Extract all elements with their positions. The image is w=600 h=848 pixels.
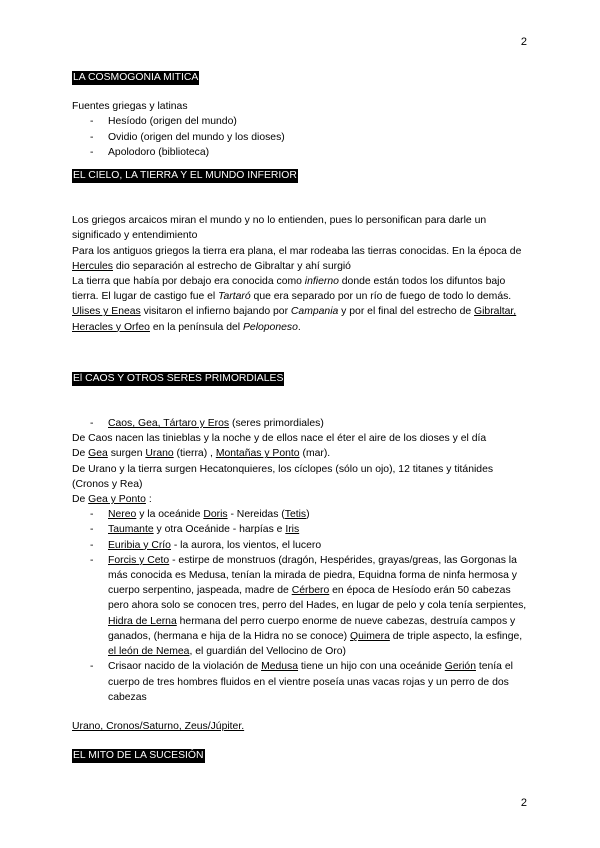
list-item: - Hesíodo (origen del mundo) (72, 114, 528, 129)
list-item: - Ovidio (origen del mundo y los dioses) (72, 130, 528, 145)
sources-label: Fuentes griegas y latinas (72, 101, 188, 113)
montanas-link[interactable]: Montañas y Ponto (215, 448, 300, 460)
page-number-top: 2 (520, 36, 527, 48)
sources-list (72, 114, 528, 160)
list-item: - Forcis y Ceto - estirpe de monstruos (dragón, Hespérides, grayas/greas, las Gorgonas la más conocida es Medusa, tenían la mirada de piedra, Equidna forma de ninfa hermosa y cuerpo serpentino, jaspeada, madre de Cérbero en época de Hesíodo erán 50 cabezas pero ahora solo se conocen tres, perro del Hades, en lugar de pelo y cola tenía serpientes, Hidra de Lerna hermana del perro cuerpo enorme de nueve cabezas, destruía campos y ganados, (hermana e hija de la Hidra no se conoce) Quimera de triple aspecto, la esfinge, el león de Nemea, el guardián del Vellocino de Oro) (72, 553, 528, 659)
doris-link[interactable]: Doris (203, 509, 228, 521)
section-heading-sucesion: EL MITO DE LA SUCESIÓN (73, 750, 204, 762)
quimera-link[interactable]: Quimera (350, 630, 390, 642)
primordial-link[interactable]: Caos, Gea, Tártaro y Eros (108, 418, 230, 430)
paragraph: La tierra que había por debajo era conocida como infierno donde están todos los difuntos bajo tierra. El lugar de castigo fue el Tartaró que era separado por un río de fuego de todo lo demás. (72, 276, 512, 303)
primordial-list (72, 416, 528, 431)
medusa-link[interactable]: Medusa (261, 661, 299, 673)
gea-link[interactable]: Gea (88, 448, 108, 460)
paragraph: De Caos nacen las tinieblas y la noche y de ellos nace el éter el aire de los dioses y el día (72, 433, 487, 445)
forcis-link[interactable]: Forcis y Ceto (108, 554, 170, 566)
list-item: - Caos, Gea, Tártaro y Eros (seres primordiales) (72, 416, 528, 431)
tetis-link[interactable]: Tetis (284, 509, 307, 521)
page-number-bottom: 2 (520, 797, 527, 809)
gibraltar-link[interactable]: Gibraltar, Heracles y Orfeo (72, 306, 517, 333)
hidra-link[interactable]: Hidra de Lerna (108, 615, 177, 627)
list-item: - Apolodoro (biblioteca) (72, 145, 528, 160)
cerbero-link[interactable]: Cérbero (291, 585, 330, 597)
paragraph: Para los antiguos griegos la tierra era plana, el mar rodeaba las tierras conocidas. En la época de Hercules dio separación al estrecho de Gibraltar y ahí surgió (72, 245, 522, 272)
section-heading-cosmogonia: LA COSMOGONIA MITICA (73, 72, 199, 83)
nereo-link[interactable]: Nereo (108, 509, 137, 521)
offspring-list (72, 507, 528, 705)
gods-line[interactable]: Urano, Cronos/Saturno, Zeus/Júpiter. (72, 720, 245, 732)
iris-link[interactable]: Iris (285, 524, 300, 536)
section-heading-caos: El CAOS Y OTROS SERES PRIMORDIALES (73, 372, 284, 384)
document-body (72, 70, 528, 763)
urano-link[interactable]: Urano (145, 448, 174, 460)
leon-link[interactable]: el león de Nemea (108, 646, 190, 658)
hercules-link[interactable]: Hercules (72, 260, 113, 272)
ulises-eneas-link[interactable]: Ulises y Eneas (72, 306, 141, 318)
gea-ponto-link[interactable]: Gea y Ponto (88, 494, 146, 506)
section-heading-cielo: EL CIELO, LA TIERRA Y EL MUNDO INFERIOR (73, 170, 297, 182)
list-item: - Euribia y Crío - la aurora, los vientos, el lucero (72, 538, 528, 553)
paragraph: Ulises y Eneas visitaron el infierno bajando por Campania y por el final del estrecho de Gibraltar, Heracles y Orfeo en la península del Peloponeso. (72, 306, 517, 333)
list-item: - Nereo y la oceánide Doris - Nereidas (Tetis) (72, 507, 528, 522)
paragraph: De Gea y Ponto : (72, 494, 152, 506)
list-item: - Crisaor nacido de la violación de Medusa tiene un hijo con una oceánide Gerión tenía el cuerpo de tres hombres fluidos en el vientre poseía unas vacas rojas y un perro de dos cabezas (72, 659, 528, 705)
paragraph: Los griegos arcaicos miran el mundo y no lo entienden, pues lo personifican para darle un significado y entendimiento (72, 215, 487, 242)
gerion-link[interactable]: Gerión (444, 661, 476, 673)
euribia-link[interactable]: Euribia y Crío (108, 539, 171, 551)
taumante-link[interactable]: Taumante (108, 524, 154, 536)
list-item: - Taumante y otra Oceánide - harpías e Iris (72, 522, 528, 537)
paragraph: De Gea surgen Urano (tierra) , Montañas y Ponto (mar). (72, 448, 331, 460)
paragraph: De Urano y la tierra surgen Hecatonquieres, los cíclopes (sólo un ojo), 12 titanes y titánides (Cronos y Rea) (72, 463, 494, 490)
